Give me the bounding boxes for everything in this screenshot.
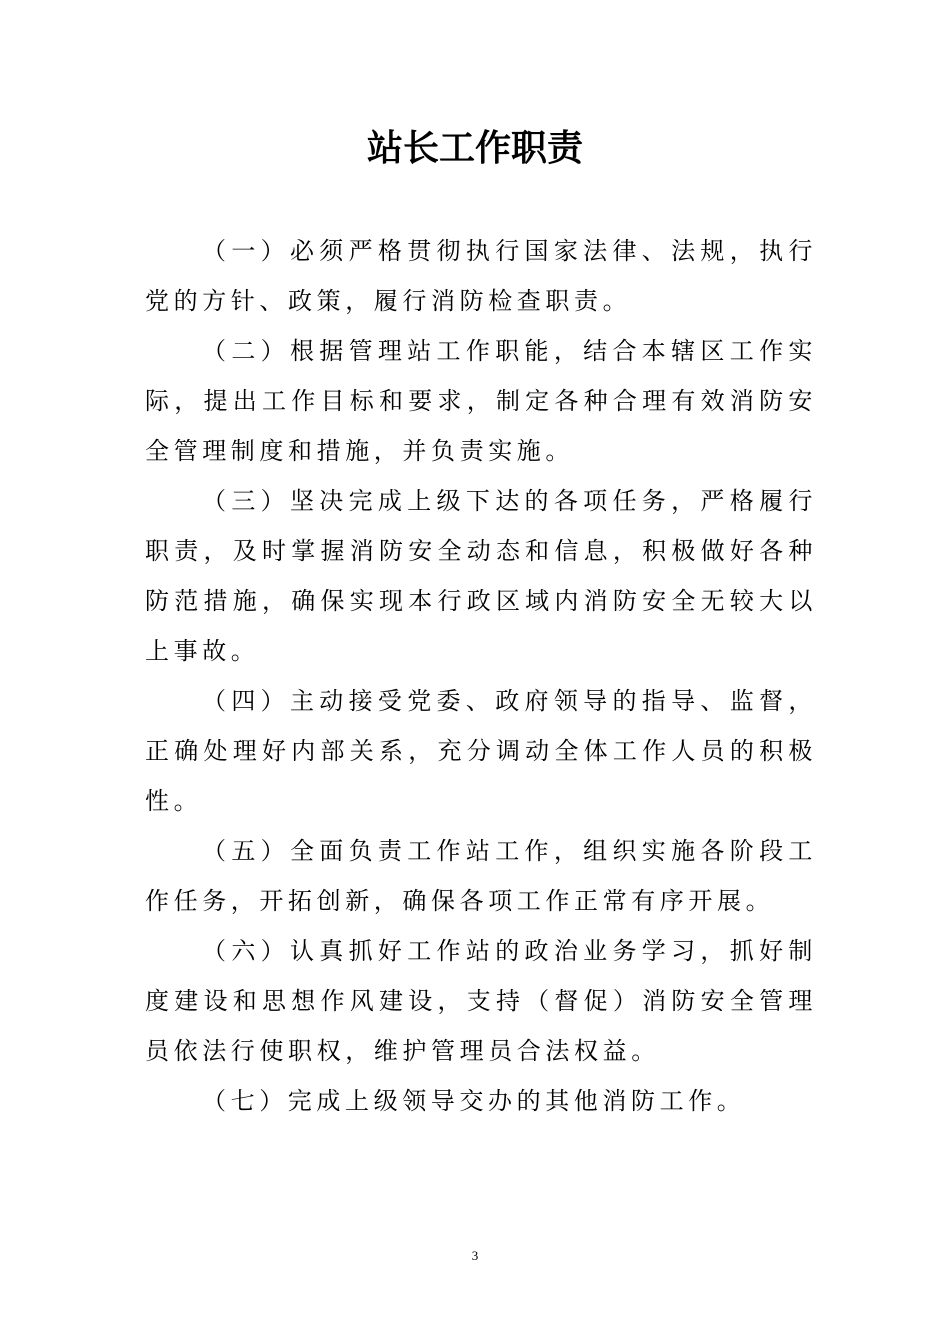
paragraph-5: （五）全面负责工作站工作，组织实施各阶段工作任务，开拓创新，确保各项工作正常有序开展。	[145, 837, 817, 915]
paragraph-4: （四）主动接受党委、政府领导的指导、监督，正确处理好内部关系，充分调动全体工作人员的积极性。	[145, 687, 817, 815]
paragraph-1: （一）必须严格贯彻执行国家法律、法规，执行党的方针、政策，履行消防检查职责。	[145, 237, 817, 315]
page-number: 3	[471, 1248, 479, 1263]
paragraph-7: （七）完成上级领导交办的其他消防工作。	[202, 1087, 746, 1115]
paragraph-3: （三）坚决完成上级下达的各项任务，严格履行职责，及时掌握消防安全动态和信息，积极做好各种防范措施，确保实现本行政区域内消防安全无较大以上事故。	[145, 487, 817, 665]
paragraph-6: （六）认真抓好工作站的政治业务学习，抓好制度建设和思想作风建设，支持（督促）消防安全管理员依法行使职权，维护管理员合法权益。	[145, 937, 817, 1065]
paragraph-2: （二）根据管理站工作职能，结合本辖区工作实际，提出工作目标和要求，制定各种合理有效消防安全管理制度和措施，并负责实施。	[145, 337, 817, 465]
document-title: 站长工作职责	[366, 127, 583, 169]
document-body	[145, 226, 817, 1126]
